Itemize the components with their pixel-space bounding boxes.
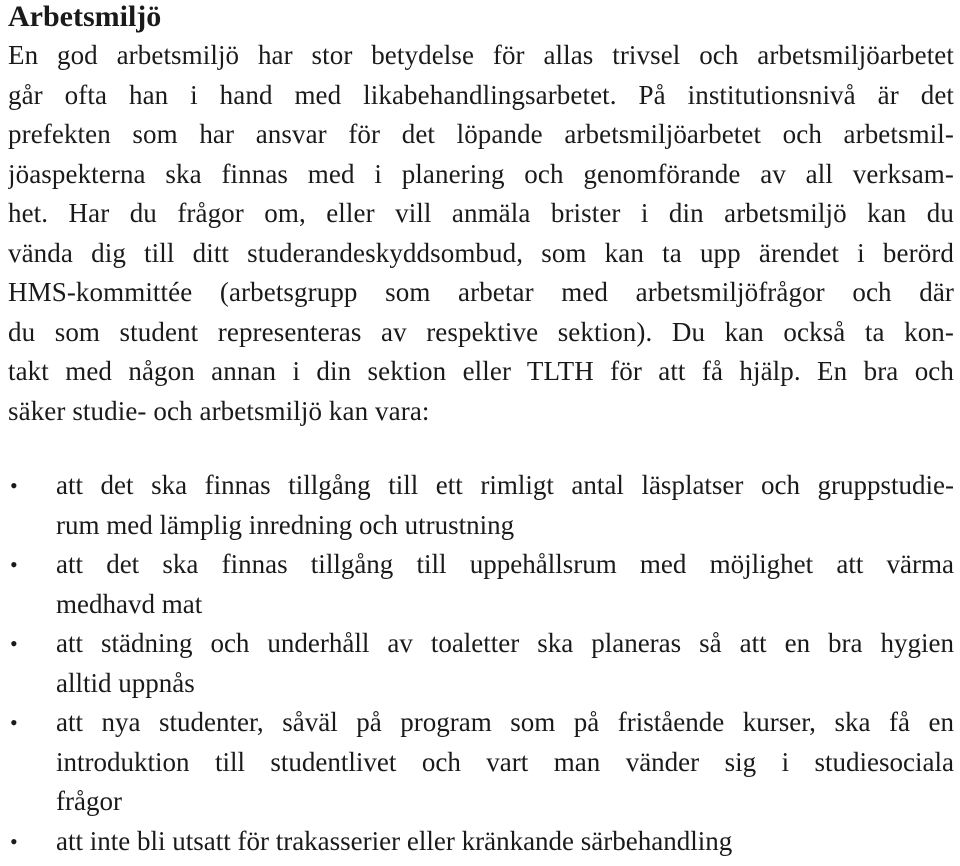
paragraph-line: vända dig till ditt studerandeskyddsombud, som kan ta upp ärendet i berörd	[8, 237, 954, 268]
body-paragraph	[8, 36, 954, 431]
bullet-icon: •	[10, 710, 18, 735]
list-item-line: att städning och underhåll av toaletter ska planeras så att en bra hygien	[56, 628, 954, 658]
bullet-icon: •	[10, 473, 18, 498]
paragraph-line: prefekten som har ansvar för det löpande arbetsmiljöarbetet och arbetsmil-	[8, 119, 954, 149]
list-item-line: introduktion till studentlivet och vart man vänder sig i studiesociala	[56, 746, 954, 777]
paragraph-line: HMS-kommittée (arbetsgrupp som arbetar med arbetsmiljöfrågor och där	[8, 277, 954, 307]
list-item-line: medhavd mat	[56, 588, 203, 619]
list-item	[8, 624, 954, 703]
paragraph-line: säker studie- och arbetsmiljö kan vara:	[8, 395, 430, 426]
list-item-line: att det ska finnas tillgång till uppehållsrum med möjlighet att värma	[56, 549, 954, 579]
list-item-line: alltid uppnås	[56, 667, 195, 698]
list-item	[8, 703, 954, 822]
list-item-line: frågor	[56, 786, 122, 816]
list-item-line: rum med lämplig inredning och utrustning	[56, 509, 515, 540]
paragraph-line: het. Har du frågor om, eller vill anmäla brister i din arbetsmiljö kan du	[8, 198, 954, 228]
list-item	[8, 466, 954, 545]
list-item-line: att det ska finnas tillgång till ett rimligt antal läsplatser och gruppstudie-	[56, 470, 954, 500]
list-item-line: att inte bli utsatt för trakasserier eller kränkande särbehandling	[56, 825, 733, 856]
list-item	[8, 545, 954, 624]
body-paragraph-container	[8, 36, 954, 431]
bullet-icon: •	[10, 828, 18, 854]
list-item	[8, 822, 954, 862]
paragraph-line: takt med någon annan i din sektion eller TLTH för att få hjälp. En bra och	[8, 356, 954, 386]
bullet-list	[8, 466, 954, 861]
paragraph-line: går ofta han i hand med likabehandlingsarbetet. På institutionsnivå är det	[8, 79, 954, 110]
bullet-icon: •	[10, 552, 18, 577]
paragraph-line: du som student representeras av respektive sektion). Du kan också ta kon-	[8, 316, 954, 347]
paragraph-line: En god arbetsmiljö har stor betydelse för allas trivsel och arbetsmiljöarbetet	[8, 40, 954, 70]
list-item-line: att nya studenter, såväl på program som på fristående kurser, ska få en	[56, 707, 954, 737]
bullet-icon: •	[10, 631, 18, 656]
paragraph-line: jöaspekterna ska finnas med i planering och genomförande av all verksam-	[8, 158, 954, 189]
section-heading: Arbetsmiljö	[8, 0, 162, 33]
